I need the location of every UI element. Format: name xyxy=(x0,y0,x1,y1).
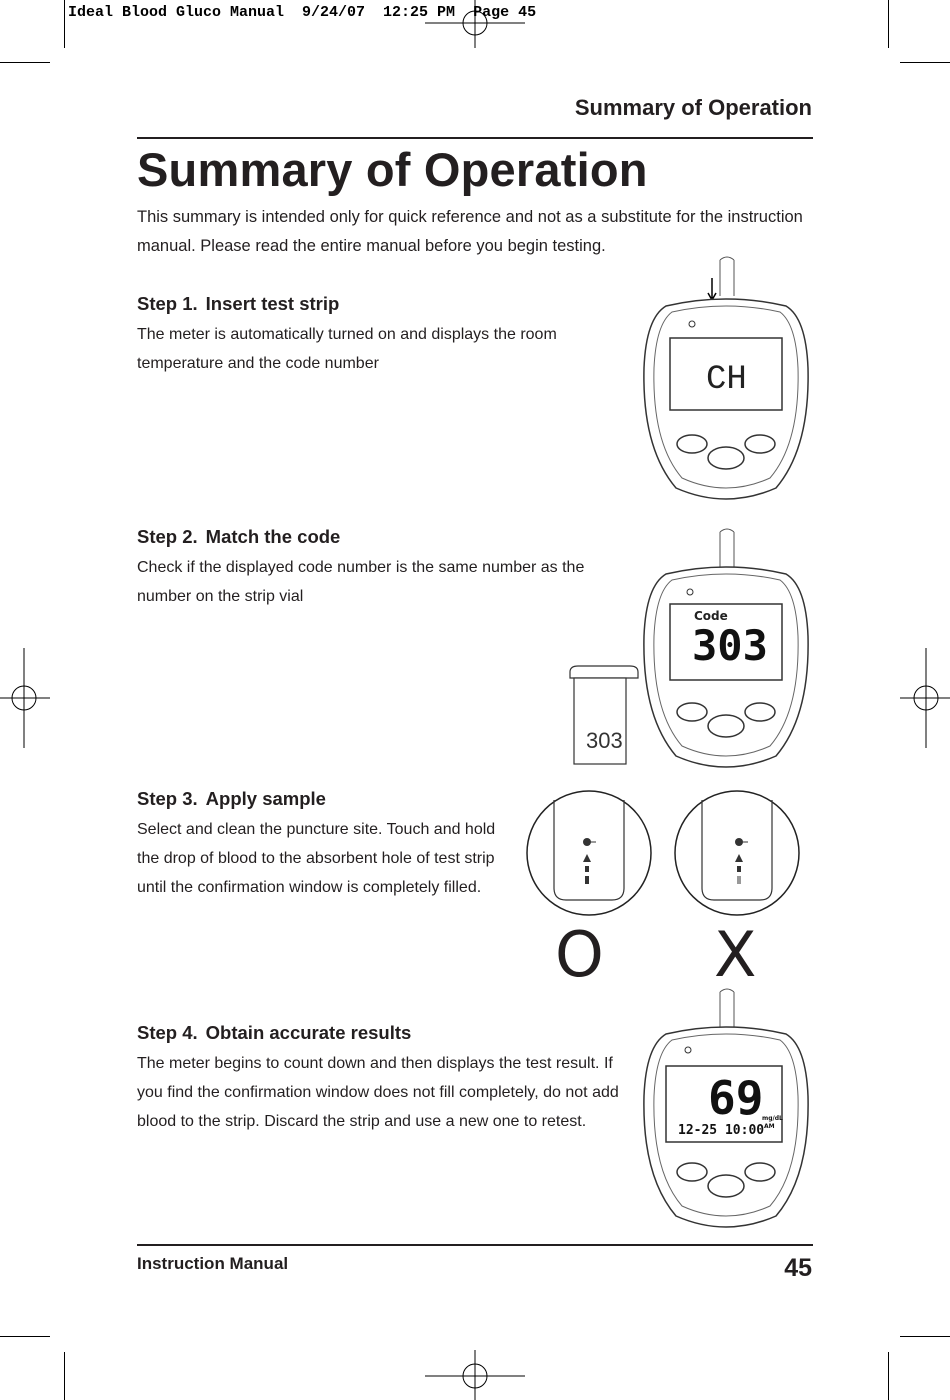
vial-label: 303 xyxy=(586,728,623,753)
step-4-display: 69 xyxy=(708,1071,764,1125)
step-2-heading xyxy=(137,526,348,548)
step-2-display: 303 xyxy=(692,621,768,670)
step-1-number: Step 1. xyxy=(137,293,198,314)
strip-vial-illustration xyxy=(566,664,642,768)
step-4-number: Step 4. xyxy=(137,1022,198,1043)
meter-illustration-step-4 xyxy=(636,980,816,1240)
step-4-heading xyxy=(137,1022,419,1044)
registration-mark-right xyxy=(900,648,950,748)
correct-mark: O xyxy=(555,918,604,991)
meter-illustration-step-2 xyxy=(636,520,816,780)
step-4-title: Obtain accurate results xyxy=(205,1022,412,1043)
step-1-heading xyxy=(137,293,347,315)
header-rule xyxy=(137,137,813,139)
step-3-title: Apply sample xyxy=(205,788,326,809)
step-1-body: The meter is automatically turned on and displays the room temperature and the code number xyxy=(137,326,557,372)
step-2-title: Match the code xyxy=(205,526,341,547)
meter-illustration-step-1 xyxy=(636,248,816,508)
step-4-display-ampm: AM xyxy=(764,1123,775,1130)
step-3-heading xyxy=(137,788,334,810)
step-3-body: Select and clean the puncture site. Touch and hold the drop of blood to the absorbent hole of test strip until the confirmation window is completely filled. xyxy=(137,821,496,896)
step-4-display-time: 12-25 10:00 xyxy=(678,1123,765,1138)
footer-rule xyxy=(137,1244,813,1246)
strip-correct-illustration xyxy=(524,788,654,918)
registration-mark-left xyxy=(0,648,50,748)
step-2-display-label: Code xyxy=(694,609,728,623)
step-1-title: Insert test strip xyxy=(205,293,340,314)
step-1-display: CH xyxy=(706,361,747,399)
strip-wrong-illustration xyxy=(672,788,802,918)
wrong-mark: X xyxy=(714,918,757,991)
registration-mark-bottom xyxy=(425,1350,525,1400)
step-3-number: Step 3. xyxy=(137,788,198,809)
footer-label: Instruction Manual xyxy=(137,1254,289,1273)
step-2-body: Check if the displayed code number is the same number as the number on the strip vial xyxy=(137,559,585,605)
page-title: Summary of Operation xyxy=(137,143,648,196)
page-number: 45 xyxy=(784,1254,812,1282)
step-2-number: Step 2. xyxy=(137,526,198,547)
intro-text: This summary is intended only for quick reference and not as a substitute for the instruction manual. Please read the entire manual before you begin testing. xyxy=(137,208,803,255)
step-4-display-unit: mg/dL xyxy=(762,1115,783,1122)
step-4-body: The meter begins to count down and then displays the test result. If you find the confirmation window does not fill completely, do not add blood to the strip. Discard the strip and use a new one to retest. xyxy=(137,1055,619,1130)
running-head: Summary of Operation xyxy=(574,95,812,120)
registration-mark-top xyxy=(425,0,525,48)
print-slug: Ideal Blood Gluco Manual 9/24/07 12:25 PM Page 45 xyxy=(68,4,537,21)
